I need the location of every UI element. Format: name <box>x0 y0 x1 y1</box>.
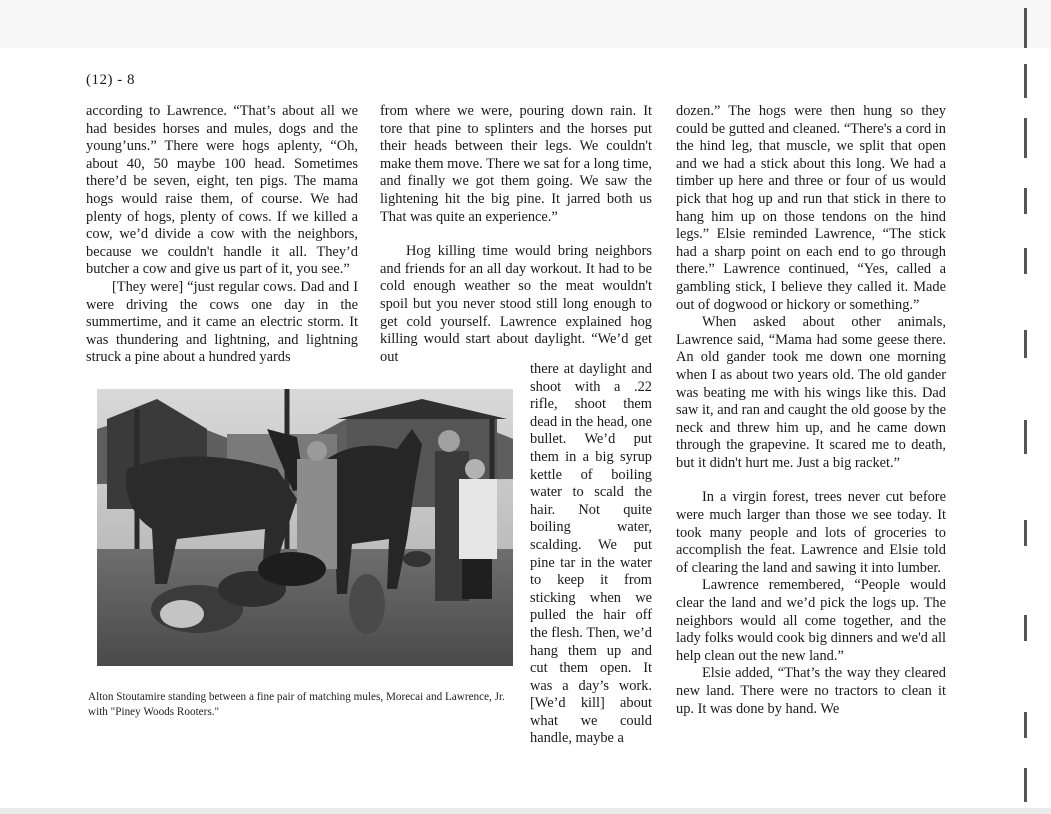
text-column-2 <box>380 103 652 366</box>
paragraph: Hog killing time would bring neighbors and friends for an all day workout. It had to be cold enough weather so the meat wouldn't spoil but you never stood still long enough to get cold yourself. Lawrence explained hog killing would start about daylight. “We’d get out <box>380 243 652 365</box>
paragraph: from where we were, pouring down rain. It tore that pine to splinters and the horses put their heads between their legs. We couldn't make them move. There we sat for a long time, and finally we got them going. We saw the lightening hit the big pine. It jarred both us That was quite an experience.” <box>380 103 652 225</box>
paragraph: according to Lawrence. “That’s about all we had besides horses and mules, dogs and the young’uns.” There were hogs aplenty, “Oh, about 40, 50 maybe 100 head. Sometimes there’d be seven, eight, ten pigs. The mama hogs would raise them, of course. We had plenty of hogs, plenty of cows. If we killed a cow, we’d divide a cow with the neighbors, because we couldn't handle it all. They’d butcher a cow and give us part of it, you see.” <box>86 103 358 278</box>
paragraph: Lawrence remembered, “People would clear the land and we’d pick the logs up. The neighbors would all come together, and the lady folks would cook big dinners and we'd all help clean out the new land.” <box>676 577 946 664</box>
scan-bottom-shading <box>0 808 1051 814</box>
scan-top-shading <box>0 0 1051 48</box>
paragraph: dozen.” The hogs were then hung so they could be gutted and cleaned. “There's a cord in the hind leg, that muscle, we split that open and we had a stick about this long. We had a timber up here and three or four of us would pick that hog up and run that stick in there to hang him up on those tendons on the hind legs.” Elsie reminded Lawrence, “The stick had a sharp point on each end to go through there.” Lawrence continued, “Yes, called a gambling stick, I believe they called it. Made out of dogwood or hickory or something.” <box>676 103 946 313</box>
paragraph: Elsie added, “That’s the way they cleared new land. There were no tractors to clean it up. It was done by hand. We <box>676 665 946 717</box>
text-column-2-continued <box>530 361 652 748</box>
page-number: (12) - 8 <box>86 72 135 88</box>
text-column-1 <box>86 103 358 367</box>
scan-edge-marks <box>1024 0 1051 814</box>
farm-photograph <box>97 389 513 666</box>
text-column-3 <box>676 103 946 718</box>
paragraph: When asked about other animals, Lawrence said, “Mama had some geese there. An old gander took me down one morning when I as about two years old. The old gander was beating me with his wings like this. Dad saw it, and ran and caught the old goose by the neck and threw him up, and he came down through the grapevine. It scared me to death, but it didn't hurt me. Just a big racket.” <box>676 314 946 471</box>
paragraph: [They were] “just regular cows. Dad and I were driving the cows one day in the summertime, and it came an electric storm. It was thundering and lightning, and lightning struck a pine about a hundred yards <box>86 278 358 366</box>
photo-caption: Alton Stoutamire standing between a fine pair of matching mules, Morecai and Lawrence, Jr. with "Piney Woods Rooters." <box>88 691 505 718</box>
paragraph: In a virgin forest, trees never cut before were much larger than those we see today. It took many people and lots of groceries to accomplish the feat. Lawrence and Elsie told of clearing the land and sawing it into lumber. <box>676 489 946 576</box>
paragraph: there at daylight and shoot with a .22 rifle, shoot them dead in the head, one bullet. We’d put them in a big syrup kettle of boiling water to scald the hair. Not quite boiling water, scalding. We put pine tar in the water to keep it from sticking when we pulled the hair off the flesh. Then, we’d hang them up and cut them open. It was a day’s work. [We’d kill] about what we could handle, maybe a <box>530 361 652 747</box>
